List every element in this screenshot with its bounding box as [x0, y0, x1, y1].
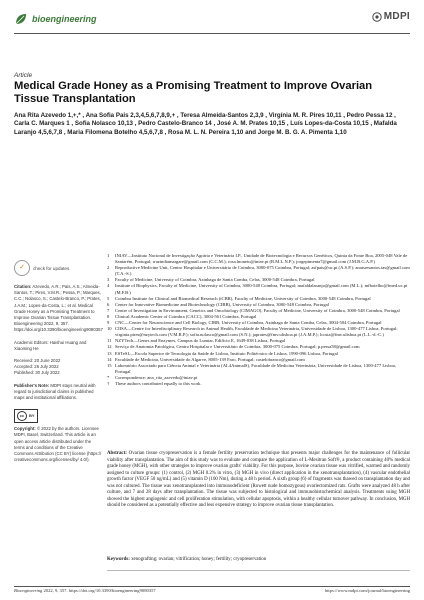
citation-label: Citation: [14, 284, 32, 289]
affiliation-number: 9 [107, 320, 110, 326]
keywords-divider [107, 570, 410, 571]
cc-by-label: BY [29, 413, 35, 419]
affiliation-text: INIAV—Instituto Nacional de Investigação Agrária e Veterinária I.P., Unidade de Biotecnologia e Recursos Genéticos, Quinta da Fonte Boa, 2005-048 Vale de Santarém, Portugal; rrazindiamargare@gmail.com (C.C.M.); rosa.lnoneto@iniav.pt (R.M.L.N.P.); jorgepimenta7@gmail.com (J.M.B.G.A.P.) [115, 253, 408, 265]
article-title: Medical Grade Honey as a Promising Treatment to Improve Ovarian Tissue Transplantation [14, 80, 373, 105]
page-footer [14, 588, 410, 593]
page-header [14, 10, 410, 32]
affiliation-text: These authors contributed equally to this work. [115, 380, 202, 386]
publisher-note-text: MDPI stays neutral with regard to jurisdictional claims in published maps and institutional affiliations. [14, 382, 96, 401]
check-updates-label: check for updates [33, 265, 70, 271]
affiliation-text: Center for Innovative Biomedicine and Biotechnology (CIBB), University of Coimbra, 3000-548 Coimbra, Portugal [115, 301, 329, 307]
affiliation-number: 1 [107, 253, 110, 258]
accepted-date: Accepted: 26 July 2022 [14, 364, 59, 370]
copyright-block [14, 426, 102, 463]
citation-block [14, 284, 102, 334]
affiliation-number: 15 [107, 362, 112, 368]
footer-journal: Bioengineering [14, 588, 43, 593]
publisher-logo[interactable] [372, 11, 410, 22]
affiliation-number: 13 [107, 350, 112, 356]
affiliation-number: 11 [107, 338, 112, 344]
keywords-text: xenografting; ovarian; vitrification; honey; fertility; cryopreservation [131, 557, 267, 562]
affiliation-item [107, 381, 410, 387]
affiliation-number: 6 [107, 301, 110, 307]
publisher-note-label: Publisher's Note: [14, 382, 50, 388]
affiliation-text: ESTeSL—Escola Superior de Tecnologia da Saúde de Lisboa, Instituto Politécnico de Lisboa, 1990-096 Lisboa, Portugal [115, 350, 338, 356]
affiliation-number: 5 [107, 295, 110, 301]
affiliation-number: 7 [107, 307, 110, 313]
affiliation-text: Coimbra Institute for Clinical and Biomedical Research (iCBR), Faculty of Medicine, University of Coimbra, 3000-548 Coimbra, Portugal [115, 295, 371, 301]
affiliation-item [107, 283, 410, 295]
published-date: Published: 30 July 2022 [14, 370, 60, 376]
citation-text: Azevedo, A.R.; Pais, A.S.; Almeida-Santos, T.; Pires, V.M.R.; Pessa, P.; Marques, C.C.; Nolasco, S.; Castelo-Branco, P.; Prates, J.A.M.; Lopes-da-Costa, L.; et al. Medical Grade Honey as a Promising Treatment to Improve Ovarian Tissue Transplantation. Bioengineering 2022, 9, 357. https://doi.org/10.3390/bioengineering9080357 [14, 284, 103, 333]
leaf-icon [14, 12, 28, 26]
journal-logo[interactable] [14, 12, 97, 26]
abstract-section [107, 451, 410, 510]
affiliation-text: CNC—Center for Neuroscience and Cell Biology, CIBB, University of Coimbra, Azinhaga de Santa Comba, Celas, 3004-504 Coimbra, Portugal [115, 320, 382, 326]
affiliation-number: 3 [107, 277, 110, 283]
footer-divider [14, 586, 410, 587]
affiliation-text: Clinical Academic Center of Coimbra (CACC), 3004-561 Coimbra, Portugal [115, 313, 257, 319]
cc-license-badge[interactable] [14, 409, 38, 423]
affiliation-item [107, 326, 410, 338]
affiliation-item [107, 265, 410, 277]
affiliations-list [107, 253, 410, 387]
affiliation-item [107, 253, 410, 265]
affiliation-text: Institute of Biophysics, Faculty of Medicine, University of Coimbra, 3000-548 Coimbra, Portugal; mafaldalaranjo@gmail.com (M.L.); mfbotelho@fmed.uc.pt (M.F.B.) [115, 283, 408, 295]
affiliation-number: † [107, 380, 110, 386]
article-type: Article [14, 72, 33, 79]
affiliation-number: 10 [107, 326, 112, 332]
publisher-name: MDPI [383, 11, 410, 22]
affiliation-number: * [107, 374, 110, 380]
publisher-note [14, 383, 102, 402]
update-check-icon: ✓ [14, 260, 30, 276]
header-divider [14, 33, 410, 34]
copyright-label: Copyright: [14, 426, 36, 432]
affiliation-text: Faculdade de Medicina, Universidade do Algarve, 8005-139 Faro, Portugal; castelobranco@gmail.com [115, 356, 305, 362]
journal-name: bioengineering [32, 14, 97, 24]
affiliation-text: Centre of Investigation in Environment, Genetics and Oncobiology (CIMAGO), Faculty of Medicine, University of Coimbra, 3000-548 Coimbra, Portugal [115, 307, 400, 313]
academic-editors: Academic Editors: Haishui Huang and Xiaoming He [14, 339, 87, 351]
cc-icon: cc [17, 411, 27, 421]
affiliation-text: Faculty of Medicine, University of Coimbra, Azinhaga de Santa Comba, Celas, 3000-548 Coimbra, Portugal [115, 277, 315, 283]
footer-citation [14, 588, 156, 593]
abstract-text: Ovarian tissue cryopreservation is a female fertility preservation technique that presents major challenges for the maintenance of follicular viability after transplantation. The aim of this study was to evaluate and compare the application of L-Mesitran Soft®, a product containing 40% medical grade honey (MGH), with other strategies to improve ovarian grafts' viability. For this purpose, bovine ovarian tissue was vitrified, warmed and randomly assigned to culture groups: (1) control, (2) MGH 0.2% in vitro, (3) MGH in vivo (direct application in the xenotransplantation), (4) vascular endothelial growth factor (VEGF 50 ng/mL) and (5) vitamin D (100 Nm), during a 48 h period. A sixth group (6) of fragments was thawed on transplantation day and was not cultured. The tissue was xenotransplanted into immunodeficient (Rowett nude homozygous) ovariectomized rats. Grafts were analyzed 48 h after culture, and 7 and 28 days after transplantation. The tissue was subjected to histological and immunohistochemical analysis. Treatments using MGH showed the highest angiogenic and cell proliferation stimulation, with cellular apoptosis, within a healthy cellular turnover pathway. In conclusion, MGH should be considered as a potentially effective and less expensive strategy to improve ovarian tissue transplantation. [107, 451, 410, 509]
dates-block [14, 358, 102, 377]
affiliation-number: 14 [107, 356, 112, 362]
footer-journal-url[interactable]: https://www.mdpi.com/journal/bioengineering [324, 588, 410, 593]
keywords-section [107, 557, 410, 563]
affiliation-number: 4 [107, 283, 110, 289]
check-updates-button[interactable] [14, 260, 102, 276]
affiliation-number: 2 [107, 265, 110, 271]
affiliation-item [107, 363, 410, 375]
footer-doi[interactable]: 2022, 9, 357. https://doi.org/10.3390/bioengineering9080357 [42, 588, 156, 593]
affiliation-text: Laboratório Associado para Ciência Animal e Veterinária (AL4AnimalS), Faculdade de Medicina Veterinária, Universidade de Lisboa, 1300-477 Lisboa, Portugal [115, 362, 396, 374]
affiliation-number: 8 [107, 313, 110, 319]
affiliation-text: Serviço de Anatomia Patológica, Centro Hospitalar e Universitário de Coimbra, 3000-075 Coimbra, Portugal; p.pessa58@gmail.com [115, 344, 360, 350]
copyright-text: © 2022 by the authors. Licensee MDPI, Basel, Switzerland. This article is an open access article distributed under the terms and conditions of the Creative Commons Attribution (CC BY) license (https:// creativecommons.org/licenses/by/ 4.0/). [14, 426, 102, 463]
received-date: Received: 20 June 2022 [14, 358, 61, 364]
affiliation-number: 12 [107, 344, 112, 350]
mdpi-emblem-icon [372, 12, 382, 22]
article-sidebar [14, 260, 102, 469]
abstract-label: Abstract: [107, 451, 127, 456]
affiliation-text: Reproductive Medicine Unit, Centro Hospitalar e Universitário de Coimbra, 3000-075 Coimbra, Portugal; asfpais@uc.pt (A.S.P.); anatsresantos.tas@gmail.com (T.A.-S.) [115, 265, 410, 277]
affiliation-text: CIISA—Centre for Interdisciplinary Research in Animal Health, Faculdade de Medicina Veterinária, Universidade de Lisboa, 1300-477 Lisboa, Portugal; virginia.pires@nzytech.com (V.M.R.P.); sofia.nolasco@gmail.com (S.N.); japrates@fmv.ulisboa.pt (J.A.M.P.); lcosta@fmv.ulisboa.pt (L.L.-d.-C.) [115, 326, 398, 338]
author-list: Ana Rita Azevedo 1,+,* , Ana Sofia Pais 2,3,4,5,6,7,8,9,+ , Teresa Almeida-Santos 2,3,9 , Virgínia M. R. Pires 10,11 , Pedro Pessa 12 , Carla C. Marques 1 , Sofia Nolasco 10,13 , Pedro Castelo-Branco 14 , José A. M. Prates 10,15 , Luís Lopes-da-Costa 10,15 , Mafalda Laranjo 4,5,6,7,8 , Maria Filomena Botelho 4,5,6,7,8 , Rosa M. L. N. Pereira 1,10 and Jorge M. B. G. A. Pimenta 1,10 [14, 112, 397, 136]
keywords-label: Keywords: [107, 557, 130, 562]
affiliation-text: Correspondence: ana_rita_azevedo@iniav.pt [115, 374, 198, 380]
affiliation-text: NZYTech—Genes and Enzymes, Campus do Lumiar, Edifício E, 1649-038 Lisboa, Portugal [115, 338, 286, 344]
